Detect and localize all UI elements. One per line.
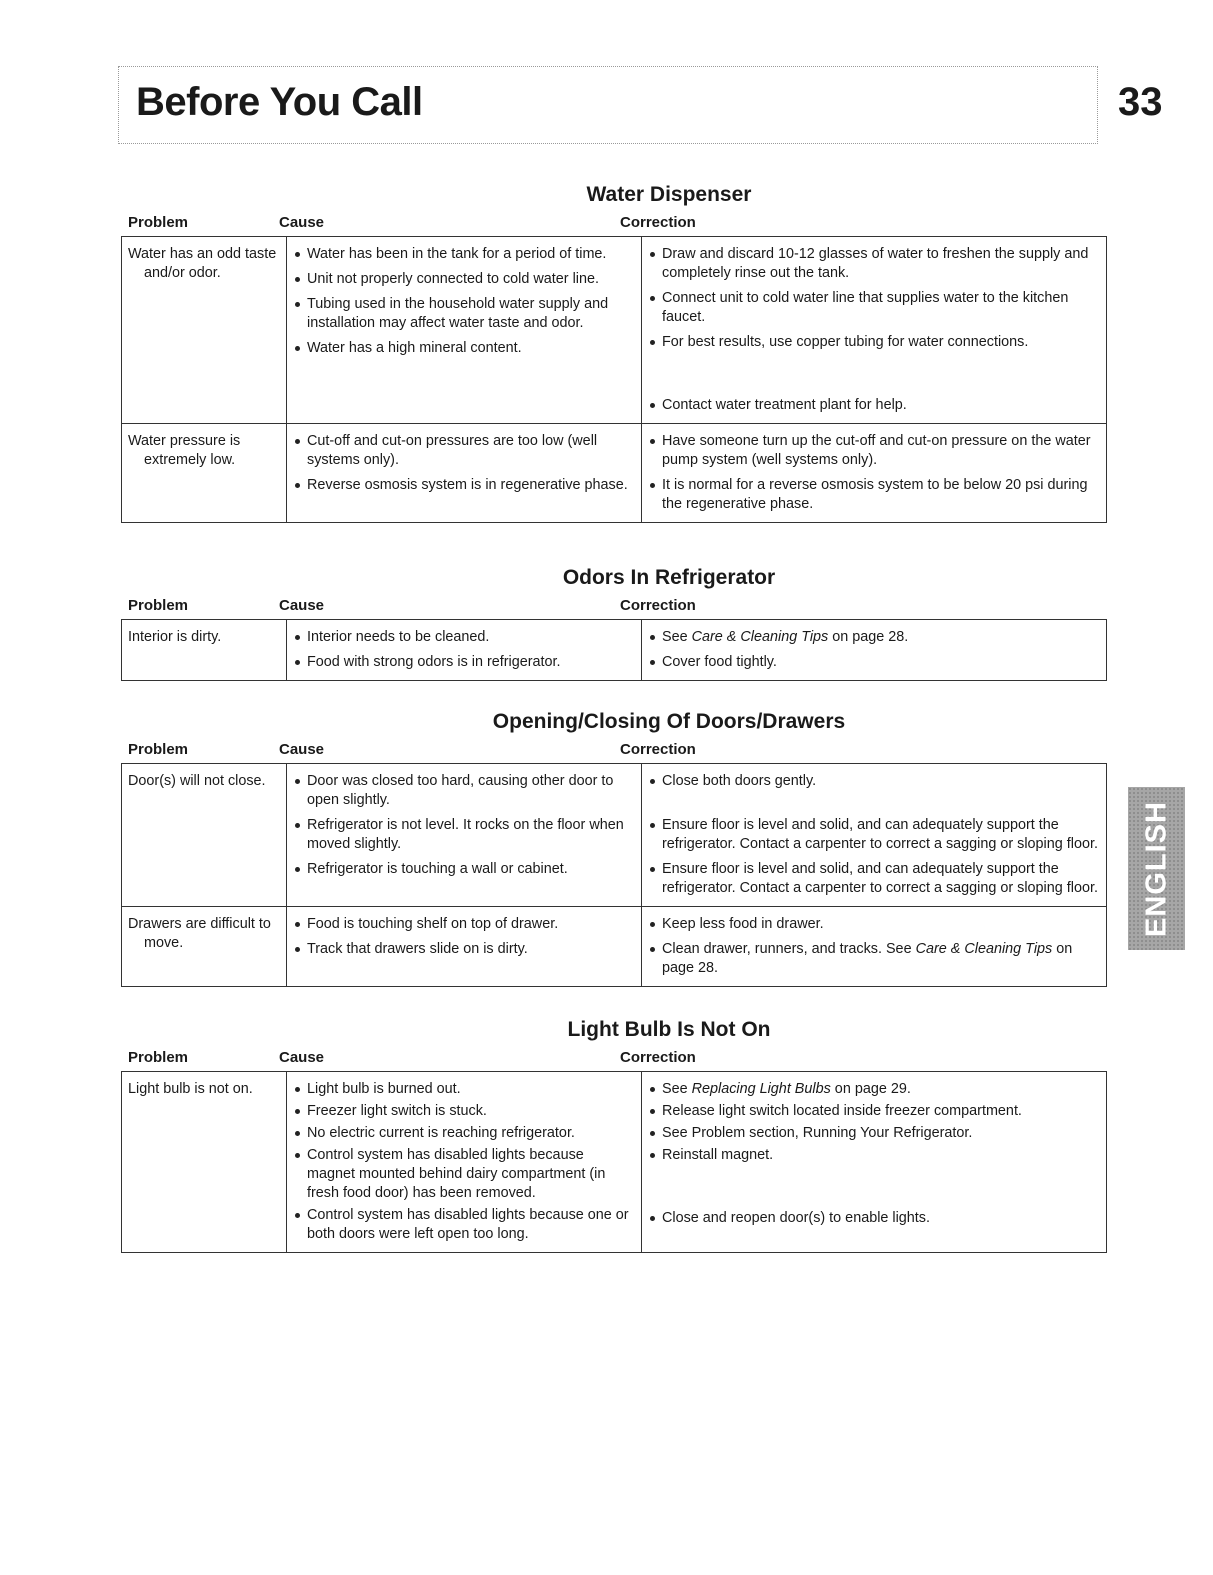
column-header-correction: Correction — [620, 741, 696, 758]
page-title: Before You Call — [136, 80, 423, 124]
correction-item: Keep less food in drawer. — [648, 915, 1099, 934]
correction-item: Have someone turn up the cut-off and cut-on pressure on the water pump system (well systems only). — [648, 432, 1099, 470]
cause-item: Door was closed too hard, causing other door to open slightly. — [293, 772, 634, 810]
cause-item: Water has a high mineral content. — [293, 339, 634, 358]
cause-item: Unit not properly connected to cold water line. — [293, 270, 634, 289]
correction-item: Reinstall magnet. — [648, 1146, 1099, 1165]
correction-item: Contact water treatment plant for help. — [648, 396, 1099, 415]
cause-item: Interior needs to be cleaned. — [293, 628, 634, 647]
table-row — [122, 1072, 1107, 1253]
table-row — [122, 620, 1107, 681]
correction-item: See Problem section, Running Your Refrigerator. — [648, 1124, 1099, 1143]
problem-text: Door(s) will not close. — [128, 773, 266, 789]
troubleshooting-table — [121, 1071, 1107, 1253]
cause-item: Light bulb is burned out. — [293, 1080, 634, 1099]
correction-item: Close and reopen door(s) to enable lights. — [648, 1209, 1099, 1228]
cause-item: Cut-off and cut-on pressures are too low (well systems only). — [293, 432, 634, 470]
problem-text: Drawers are difficult to move. — [128, 916, 271, 951]
section-title: Water Dispenser — [586, 183, 752, 206]
troubleshooting-table — [121, 763, 1107, 987]
cause-item: Water has been in the tank for a period of time. — [293, 245, 634, 264]
correction-item: It is normal for a reverse osmosis system to be below 20 psi during the regenerative phase. — [648, 476, 1099, 514]
column-headers — [121, 595, 1107, 619]
column-header-cause: Cause — [279, 597, 325, 614]
table-row — [122, 237, 1107, 424]
problem-text: Water has an odd taste and/or odor. — [128, 246, 277, 281]
correction-item: See Care & Cleaning Tips on page 28. — [648, 628, 1099, 647]
correction-item: Ensure floor is level and solid, and can adequately support the refrigerator. Contact a carpenter to correct a sagging or sloping floor. — [648, 816, 1099, 854]
language-tab-label: ENGLISH — [1140, 800, 1172, 937]
correction-item: See Replacing Light Bulbs on page 29. — [648, 1080, 1099, 1099]
page-number: 33 — [1118, 80, 1163, 124]
correction-item: Release light switch located inside freezer compartment. — [648, 1102, 1099, 1121]
column-header-problem: Problem — [128, 1049, 189, 1066]
problem-text: Interior is dirty. — [128, 629, 222, 645]
correction-item: Connect unit to cold water line that supplies water to the kitchen faucet. — [648, 289, 1099, 327]
column-header-cause: Cause — [279, 1049, 325, 1066]
section-title: Opening/Closing Of Doors/Drawers — [492, 710, 846, 733]
column-headers — [121, 739, 1107, 763]
section-odors — [121, 563, 1107, 681]
column-headers — [121, 1047, 1107, 1071]
cause-item: Reverse osmosis system is in regenerative phase. — [293, 476, 634, 495]
column-header-correction: Correction — [620, 1049, 696, 1066]
correction-item: Clean drawer, runners, and tracks. See Care & Cleaning Tips on page 28. — [648, 940, 1099, 978]
section-light-bulb — [121, 1015, 1107, 1253]
troubleshooting-table — [121, 619, 1107, 681]
cause-item: Refrigerator is touching a wall or cabinet. — [293, 860, 634, 879]
column-header-cause: Cause — [279, 214, 325, 231]
column-header-problem: Problem — [128, 741, 189, 758]
correction-item: Ensure floor is level and solid, and can adequately support the refrigerator. Contact a carpenter to correct a sagging or sloping floor. — [648, 860, 1099, 898]
troubleshooting-table — [121, 236, 1107, 523]
cause-item: Food with strong odors is in refrigerator. — [293, 653, 634, 672]
column-header-problem: Problem — [128, 214, 189, 231]
correction-item: Cover food tightly. — [648, 653, 1099, 672]
table-row — [122, 764, 1107, 907]
section-title: Light Bulb Is Not On — [567, 1018, 771, 1041]
cause-item: Control system has disabled lights because one or both doors were left open too long. — [293, 1206, 634, 1244]
correction-item: For best results, use copper tubing for water connections. — [648, 333, 1099, 352]
cause-item: Track that drawers slide on is dirty. — [293, 940, 634, 959]
cause-item: Refrigerator is not level. It rocks on the floor when moved slightly. — [293, 816, 634, 854]
table-row — [122, 907, 1107, 987]
cause-item: Freezer light switch is stuck. — [293, 1102, 634, 1121]
column-header-correction: Correction — [620, 597, 696, 614]
correction-item: Close both doors gently. — [648, 772, 1099, 791]
column-header-problem: Problem — [128, 597, 189, 614]
correction-item: Draw and discard 10-12 glasses of water to freshen the supply and completely rinse out the tank. — [648, 245, 1099, 283]
column-header-cause: Cause — [279, 741, 325, 758]
column-header-correction: Correction — [620, 214, 696, 231]
problem-text: Light bulb is not on. — [128, 1081, 253, 1097]
cause-item: No electric current is reaching refrigerator. — [293, 1124, 634, 1143]
section-title: Odors In Refrigerator — [562, 566, 776, 589]
table-row — [122, 424, 1107, 523]
cause-item: Tubing used in the household water supply and installation may affect water taste and odor. — [293, 295, 634, 333]
cause-item: Control system has disabled lights because magnet mounted behind dairy compartment (in fresh food door) has been removed. — [293, 1146, 634, 1203]
problem-text: Water pressure is extremely low. — [128, 433, 241, 468]
section-water-dispenser — [121, 180, 1107, 523]
cause-item: Food is touching shelf on top of drawer. — [293, 915, 634, 934]
column-headers — [121, 212, 1107, 236]
language-tab — [1128, 787, 1185, 950]
section-doors-drawers — [121, 707, 1107, 987]
